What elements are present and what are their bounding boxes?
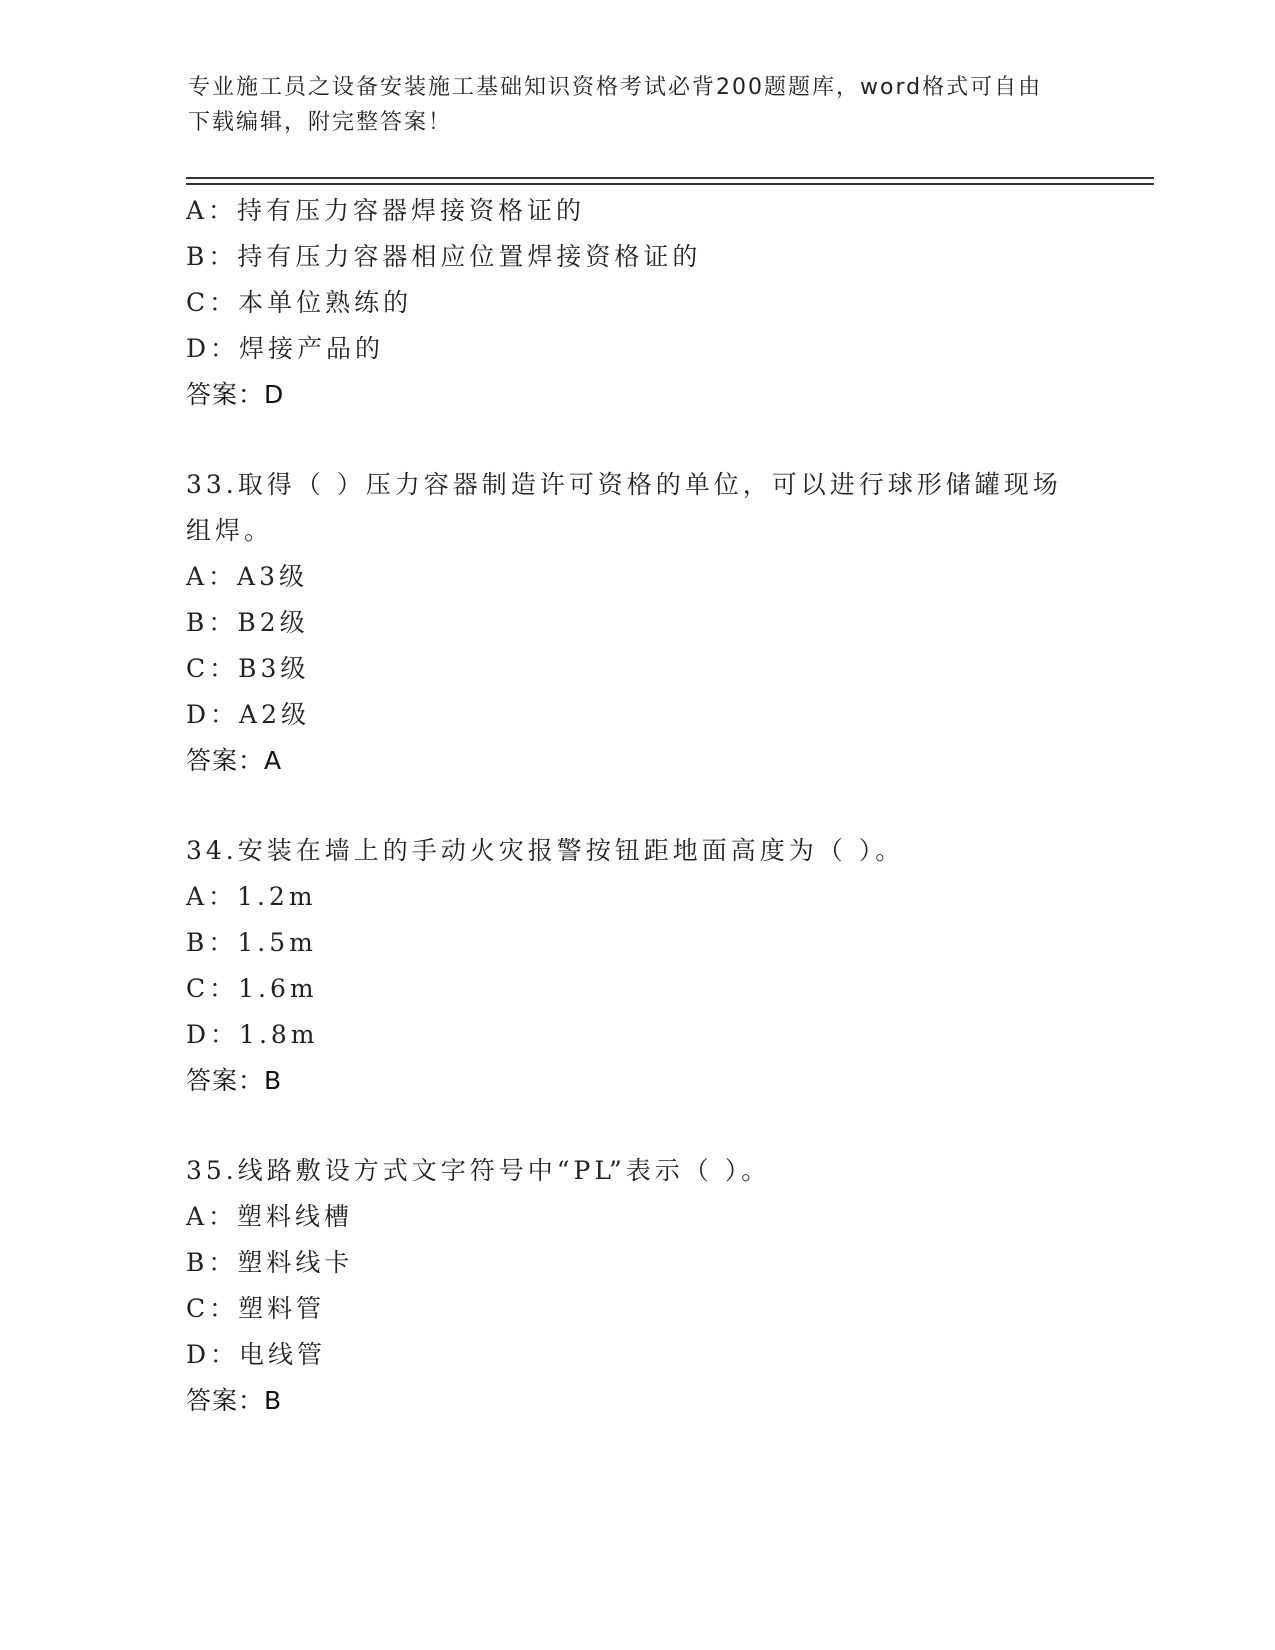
option-d: D：焊接产品的 bbox=[186, 334, 385, 363]
question-text: 34.安装在墙上的手动火灾报警按钮距地面高度为（ ）。 bbox=[186, 836, 905, 865]
header-line-2: 下载编辑，附完整答案！ bbox=[188, 110, 453, 135]
option-b: B：持有压力容器相应位置焊接资格证的 bbox=[186, 242, 702, 271]
option-b: B：1.5m bbox=[186, 928, 317, 957]
question-text-line-1: 33.取得（ ）压力容器制造许可资格的单位，可以进行球形储罐现场 bbox=[186, 470, 1062, 499]
option-c: C：B3级 bbox=[186, 654, 310, 683]
question-text: 35.线路敷设方式文字符号中“PL”表示（ ）。 bbox=[186, 1156, 771, 1185]
option-d: D：A2级 bbox=[186, 700, 311, 729]
header-divider-top bbox=[186, 177, 1154, 179]
option-c: C：1.6m bbox=[186, 974, 318, 1003]
question-block-33 bbox=[186, 462, 1086, 784]
document-header bbox=[188, 70, 1088, 140]
header-divider-bottom bbox=[186, 183, 1154, 185]
question-block-35 bbox=[186, 1148, 1086, 1424]
option-a: A：1.2m bbox=[186, 882, 317, 911]
header-line-1: 专业施工员之设备安装施工基础知识资格考试必背200题题库，word格式可自由 bbox=[188, 75, 1043, 100]
block-spacer bbox=[186, 418, 1086, 462]
question-block-32 bbox=[186, 188, 1086, 418]
block-spacer bbox=[186, 784, 1086, 828]
question-block-34 bbox=[186, 828, 1086, 1104]
answer-line: 答案：B bbox=[186, 1386, 283, 1415]
option-b: B：B2级 bbox=[186, 608, 309, 637]
answer-line: 答案：A bbox=[186, 746, 283, 775]
option-d: D：电线管 bbox=[186, 1340, 327, 1369]
option-c: C：塑料管 bbox=[186, 1294, 326, 1323]
question-text-line-2: 组焊。 bbox=[186, 516, 274, 545]
answer-line: 答案：B bbox=[186, 1066, 283, 1095]
answer-line: 答案：D bbox=[186, 380, 285, 409]
option-a: A：A3级 bbox=[186, 562, 309, 591]
option-d: D：1.8m bbox=[186, 1020, 319, 1049]
option-b: B：塑料线卡 bbox=[186, 1248, 354, 1277]
question-list bbox=[186, 188, 1086, 1424]
option-a: A：塑料线槽 bbox=[186, 1202, 354, 1231]
block-spacer bbox=[186, 1104, 1086, 1148]
option-a: A：持有压力容器焊接资格证的 bbox=[186, 196, 586, 225]
option-c: C：本单位熟练的 bbox=[186, 288, 413, 317]
